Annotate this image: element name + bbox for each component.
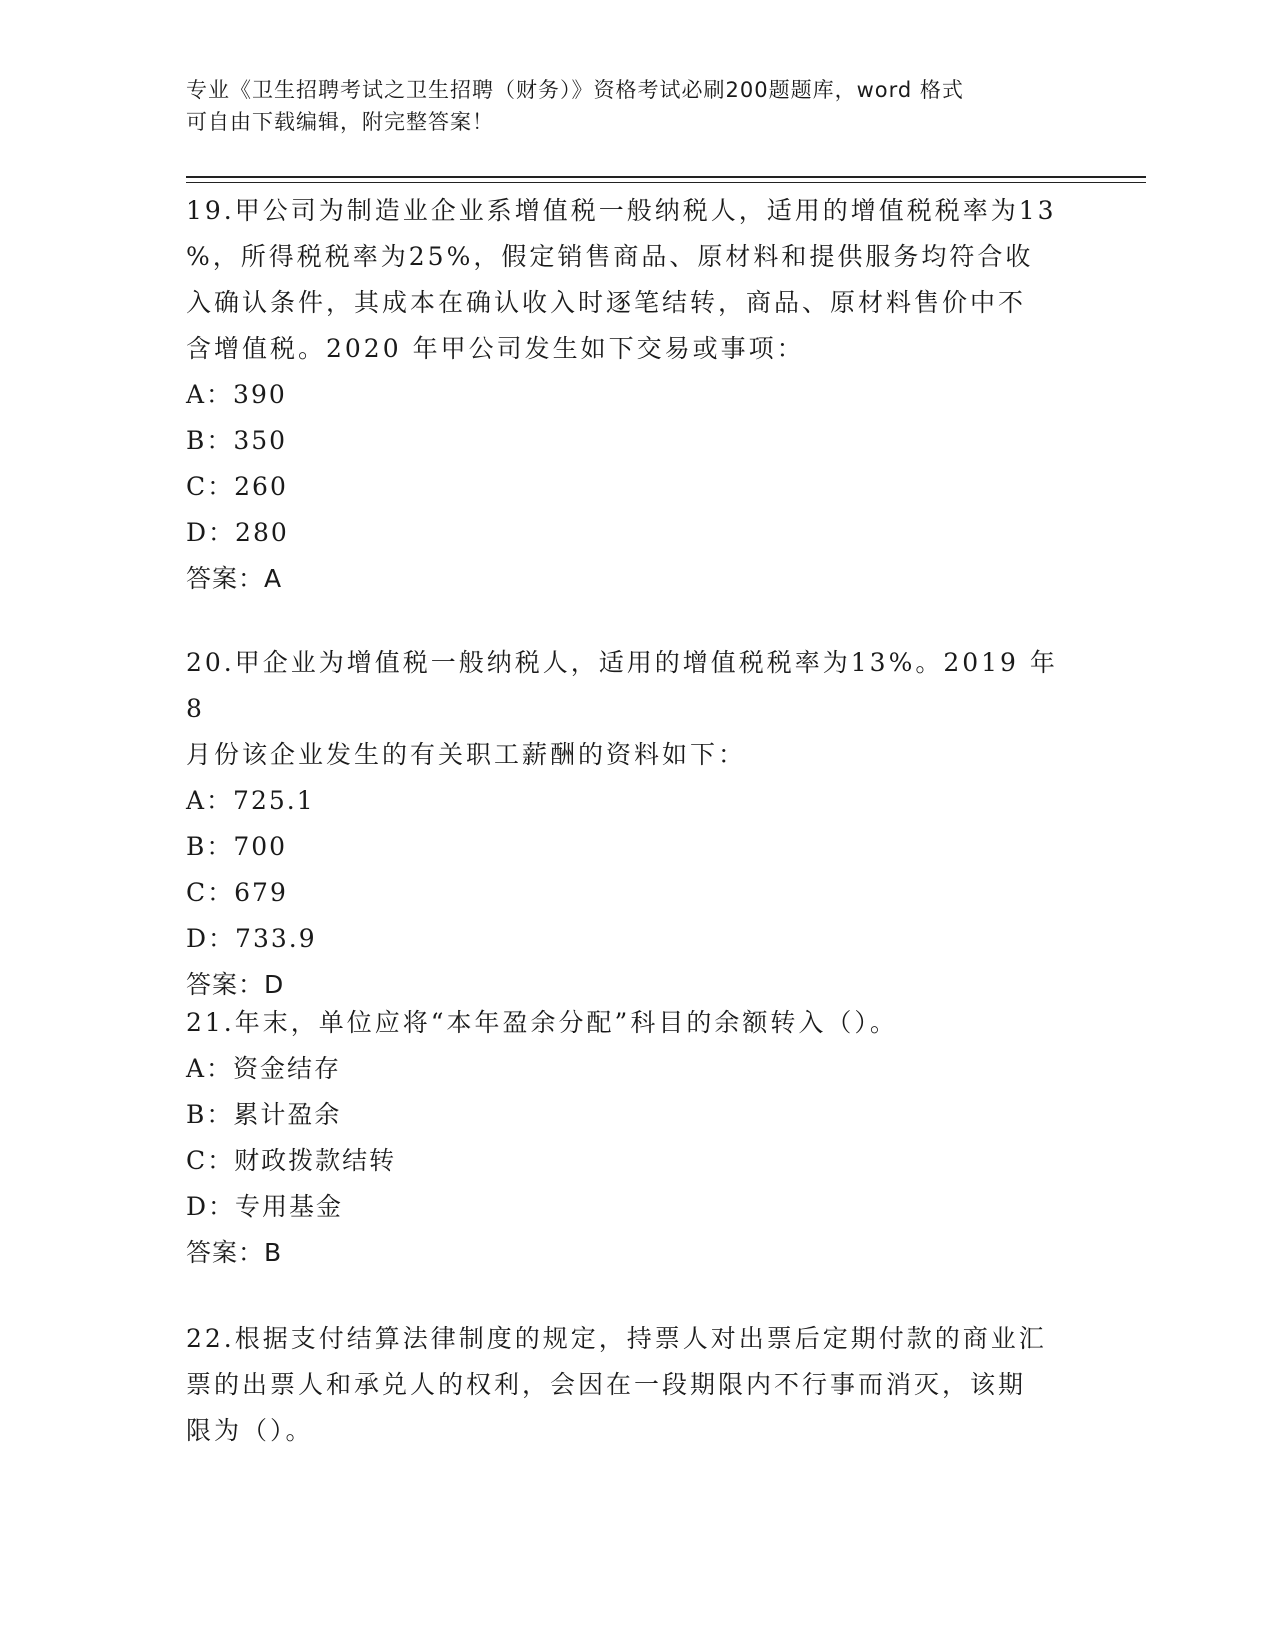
header-line-2: 可自由下载编辑，附完整答案！ (186, 110, 494, 134)
document-header (186, 74, 1086, 138)
option-a: A：725.1 (186, 786, 315, 815)
question-stem: %，所得税税率为25%，假定销售商品、原材料和提供服务均符合收 (186, 242, 1034, 271)
option-a: A：390 (186, 380, 287, 409)
option-a: A：资金结存 (186, 1054, 342, 1083)
question-22 (186, 1316, 1086, 1454)
answer: 答案：A (186, 564, 283, 593)
option-c: C：679 (186, 878, 288, 907)
question-19 (186, 188, 1086, 602)
option-d: D：专用基金 (186, 1192, 344, 1221)
question-stem: 20.甲企业为增值税一般纳税人，适用的增值税税率为13%。2019 年 8 (186, 648, 1058, 723)
option-c: C：260 (186, 472, 288, 501)
question-stem: 限为（）。 (186, 1416, 314, 1445)
header-line-1: 专业《卫生招聘考试之卫生招聘（财务）》资格考试必刷200题题库，word 格式 (186, 78, 964, 102)
option-d: D：733.9 (186, 924, 317, 953)
option-b: B：700 (186, 832, 288, 861)
question-stem: 19.甲公司为制造业企业系增值税一般纳税人，适用的增值税税率为13 (186, 196, 1057, 225)
option-b: B：350 (186, 426, 288, 455)
answer: 答案：B (186, 1238, 283, 1267)
question-stem: 票的出票人和承兑人的权利，会因在一段期限内不行事而消灭，该期 (186, 1370, 1027, 1399)
question-stem: 月份该企业发生的有关职工薪酬的资料如下： (186, 740, 747, 769)
question-stem: 入确认条件，其成本在确认收入时逐笔结转，商品、原材料售价中不 (186, 288, 1027, 317)
header-divider-thick (186, 176, 1146, 178)
question-20 (186, 640, 1086, 1008)
question-stem: 21.年末，单位应将“本年盈余分配”科目的余额转入（）。 (186, 1008, 898, 1037)
option-c: C：财政拨款结转 (186, 1146, 397, 1175)
option-d: D：280 (186, 518, 289, 547)
question-21 (186, 1000, 1086, 1276)
question-stem: 22.根据支付结算法律制度的规定，持票人对出票后定期付款的商业汇 (186, 1324, 1047, 1353)
answer: 答案：D (186, 970, 285, 999)
header-divider-thin (186, 182, 1146, 183)
option-b: B：累计盈余 (186, 1100, 342, 1129)
question-stem: 含增值税。2020 年甲公司发生如下交易或事项： (186, 334, 805, 363)
